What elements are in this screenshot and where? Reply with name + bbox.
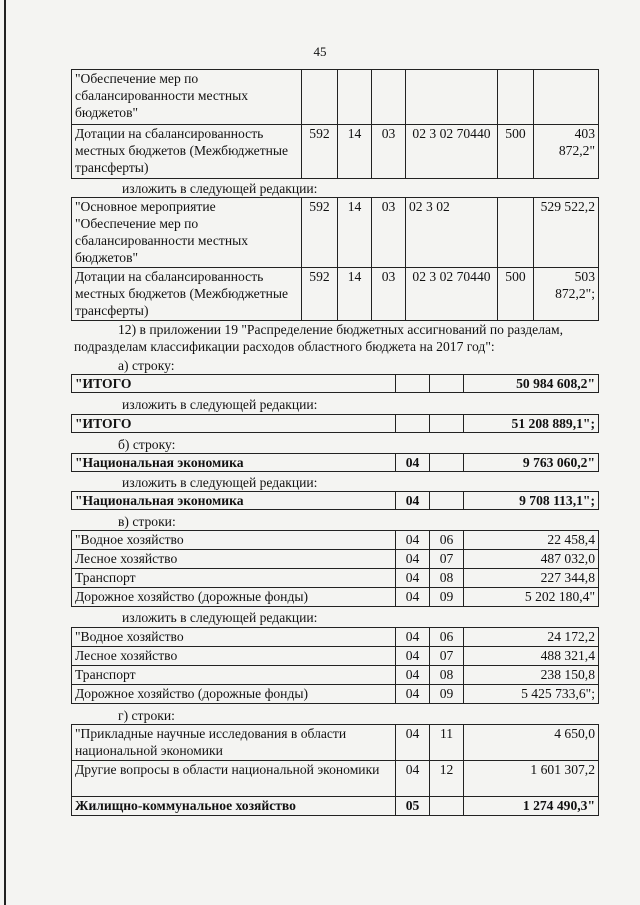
cell-amount: 5 425 733,6";: [464, 685, 599, 704]
cell-amount: 487 032,0: [464, 550, 599, 569]
cell-subsection: 08: [430, 666, 464, 685]
cell-target: 02 3 02 70440: [406, 268, 498, 321]
cell-subsection: 07: [430, 550, 464, 569]
cell-section: 04: [396, 492, 430, 510]
cell-section: 05: [396, 797, 430, 816]
table-row: [72, 375, 599, 393]
cell-subsection: [430, 375, 464, 393]
cell-section: 04: [396, 666, 430, 685]
cell-amount: 5 202 180,4": [464, 588, 599, 607]
cell-subsection: [430, 492, 464, 510]
row-total-old: [71, 374, 599, 393]
table-row: [72, 70, 599, 125]
cell-section: 04: [396, 725, 430, 761]
cell-section: [396, 415, 430, 433]
cell-subsection: 12: [430, 761, 464, 797]
table-row: [72, 666, 599, 685]
cell-subsection: 11: [430, 725, 464, 761]
cell-type: [498, 70, 534, 125]
cell-section: 04: [396, 550, 430, 569]
table-sectors-old: [71, 530, 599, 607]
row-total-new: [71, 414, 599, 433]
cell-ministry: [302, 70, 338, 125]
row-name: Дотации на сбалансированность местных бюджетов (Межбюджетные трансферты): [72, 125, 302, 179]
cell-subsection: [372, 70, 406, 125]
cell-section: 04: [396, 454, 430, 472]
cell-amount: [534, 70, 599, 125]
cell-subsection: 03: [372, 198, 406, 268]
cell-type: [498, 198, 534, 268]
row-name: "ИТОГО: [72, 415, 396, 433]
cell-section: 04: [396, 531, 430, 550]
table-row: [72, 647, 599, 666]
instruction-text: изложить в следующей редакции:: [122, 181, 318, 196]
table-other-sectors: [71, 724, 599, 816]
instruction-text: изложить в следующей редакции:: [122, 475, 318, 490]
table-row: [72, 125, 599, 179]
cell-section: 04: [396, 588, 430, 607]
cell-amount: 227 344,8: [464, 569, 599, 588]
cell-type: 500: [498, 125, 534, 179]
cell-amount: 9 708 113,1";: [464, 492, 599, 510]
cell-subsection: [430, 797, 464, 816]
cell-subsection: [430, 415, 464, 433]
cell-section: [396, 375, 430, 393]
cell-target: 02 3 02 70440: [406, 125, 498, 179]
table-row: [72, 588, 599, 607]
row-name: "ИТОГО: [72, 375, 396, 393]
cell-section: 04: [396, 569, 430, 588]
cell-amount: 529 522,2: [534, 198, 599, 268]
table-new-subsidy: [71, 197, 599, 321]
table-row: [72, 569, 599, 588]
table-row: [72, 454, 599, 472]
cell-amount: 9 763 060,2": [464, 454, 599, 472]
cell-subsection: 07: [430, 647, 464, 666]
table-sectors-new: [71, 627, 599, 704]
table-row: [72, 531, 599, 550]
cell-subsection: 08: [430, 569, 464, 588]
row-name: Дорожное хозяйство (дорожные фонды): [72, 588, 396, 607]
table-row: [72, 415, 599, 433]
table-row: [72, 628, 599, 647]
table-row: [72, 797, 599, 816]
cell-amount: 488 321,4: [464, 647, 599, 666]
table-row: [72, 550, 599, 569]
cell-amount: 403 872,2": [534, 125, 599, 179]
row-name: "Обеспечение мер по сбалансированности местных бюджетов": [72, 70, 302, 125]
cell-target: 02 3 02: [406, 198, 498, 268]
page-left-border: [4, 0, 6, 905]
row-name: "Водное хозяйство: [72, 531, 396, 550]
cell-subsection: 03: [372, 125, 406, 179]
row-economy-new: [71, 491, 599, 510]
cell-amount: 50 984 608,2": [464, 375, 599, 393]
row-name: Лесное хозяйство: [72, 550, 396, 569]
row-name: Жилищно-коммунальное хозяйство: [72, 797, 396, 816]
cell-target: [406, 70, 498, 125]
table-row: [72, 268, 599, 321]
cell-amount: 1 274 490,3": [464, 797, 599, 816]
table-old-subsidy: [71, 69, 599, 179]
cell-ministry: 592: [302, 125, 338, 179]
row-name: "Водное хозяйство: [72, 628, 396, 647]
row-name: "Национальная экономика: [72, 492, 396, 510]
row-name: "Основное мероприятие "Обеспечение мер по сбалансированности местных бюджетов": [72, 198, 302, 268]
instruction-text: изложить в следующей редакции:: [122, 610, 318, 625]
cell-amount: 51 208 889,1";: [464, 415, 599, 433]
row-name: Другие вопросы в области национальной экономики: [72, 761, 396, 797]
cell-section: 04: [396, 628, 430, 647]
cell-section: 14: [338, 268, 372, 321]
row-name: Лесное хозяйство: [72, 647, 396, 666]
row-name: "Национальная экономика: [72, 454, 396, 472]
cell-subsection: 03: [372, 268, 406, 321]
page-number: 45: [313, 44, 327, 59]
table-row: [72, 761, 599, 797]
row-economy-old: [71, 453, 599, 472]
cell-amount: 24 172,2: [464, 628, 599, 647]
instruction-text: изложить в следующей редакции:: [122, 397, 318, 412]
table-row: [72, 685, 599, 704]
cell-amount: 238 150,8: [464, 666, 599, 685]
cell-subsection: [430, 454, 464, 472]
cell-ministry: 592: [302, 198, 338, 268]
cell-subsection: 06: [430, 531, 464, 550]
row-name: Дотации на сбалансированность местных бюджетов (Межбюджетные трансферты): [72, 268, 302, 321]
row-name: Транспорт: [72, 569, 396, 588]
paragraph-12: 12) в приложении 19 "Распределение бюджетных ассигнований по разделам, подразделам классификации расходов областного бюджета на 2017 год":: [74, 322, 564, 354]
cell-section: [338, 70, 372, 125]
cell-section: 14: [338, 125, 372, 179]
cell-section: 04: [396, 685, 430, 704]
row-name: Транспорт: [72, 666, 396, 685]
cell-subsection: 09: [430, 588, 464, 607]
cell-section: 04: [396, 761, 430, 797]
table-row: [72, 198, 599, 268]
cell-amount: 1 601 307,2: [464, 761, 599, 797]
sub-item-g: г) строки:: [118, 708, 175, 723]
sub-item-a: а) строку:: [118, 358, 175, 373]
cell-section: 04: [396, 647, 430, 666]
row-name: "Прикладные научные исследования в области национальной экономики: [72, 725, 396, 761]
cell-type: 500: [498, 268, 534, 321]
row-name: Дорожное хозяйство (дорожные фонды): [72, 685, 396, 704]
table-row: [72, 492, 599, 510]
cell-ministry: 592: [302, 268, 338, 321]
table-row: [72, 725, 599, 761]
cell-subsection: 09: [430, 685, 464, 704]
cell-section: 14: [338, 198, 372, 268]
cell-amount: 503 872,2";: [534, 268, 599, 321]
sub-item-b: б) строку:: [118, 437, 176, 452]
cell-amount: 22 458,4: [464, 531, 599, 550]
cell-amount: 4 650,0: [464, 725, 599, 761]
cell-subsection: 06: [430, 628, 464, 647]
sub-item-v: в) строки:: [118, 514, 176, 529]
